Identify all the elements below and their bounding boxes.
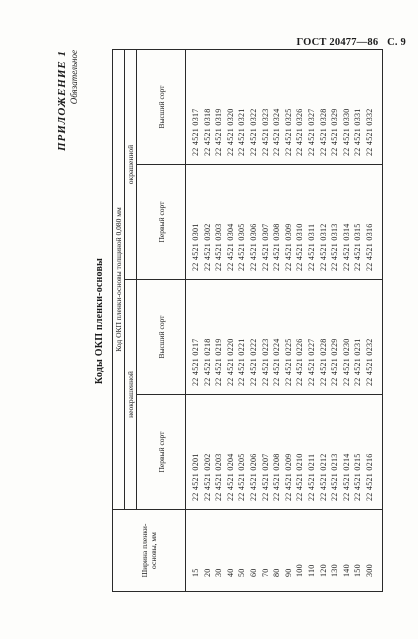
width-cell: 15 xyxy=(186,510,202,592)
width-cell: 60 xyxy=(248,510,260,592)
rotated-content xyxy=(54,50,384,592)
uncolored-first-cell: 22 4521 0213 xyxy=(329,395,341,510)
uncolored-highest-cell: 22 4521 0231 xyxy=(352,280,364,395)
page-number: С. 9 xyxy=(387,37,406,48)
uncolored-highest-cell: 22 4521 0219 xyxy=(213,280,225,395)
colored-first-cell: 22 4521 0309 xyxy=(283,165,295,280)
table-title: Коды ОКП пленки-основы xyxy=(94,257,105,385)
width-cell: 110 xyxy=(306,510,318,592)
codes-table xyxy=(112,49,383,592)
header-uncolored: неокрашенной xyxy=(125,280,137,510)
colored-highest-cell: 22 4521 0322 xyxy=(248,50,260,165)
width-cell: 40 xyxy=(225,510,237,592)
uncolored-first-cell: 22 4521 0203 xyxy=(213,395,225,510)
colored-highest-cell: 22 4521 0324 xyxy=(271,50,283,165)
table-row xyxy=(260,50,272,592)
uncolored-first-cell: 22 4521 0215 xyxy=(352,395,364,510)
colored-highest-cell: 22 4521 0318 xyxy=(202,50,214,165)
table-row xyxy=(202,50,214,592)
colored-first-cell: 22 4521 0304 xyxy=(225,165,237,280)
uncolored-highest-cell: 22 4521 0230 xyxy=(341,280,353,395)
uncolored-first-cell: 22 4521 0214 xyxy=(341,395,353,510)
width-cell: 150 xyxy=(352,510,364,592)
uncolored-highest-cell: 22 4521 0226 xyxy=(294,280,306,395)
width-cell: 300 xyxy=(364,510,382,592)
colored-highest-cell: 22 4521 0326 xyxy=(294,50,306,165)
uncolored-highest-cell: 22 4521 0224 xyxy=(271,280,283,395)
colored-first-cell: 22 4521 0310 xyxy=(294,165,306,280)
uncolored-highest-cell: 22 4521 0227 xyxy=(306,280,318,395)
uncolored-highest-cell: 22 4521 0217 xyxy=(186,280,202,395)
table-row xyxy=(283,50,295,592)
colored-highest-cell: 22 4521 0323 xyxy=(260,50,272,165)
table-row xyxy=(341,50,353,592)
colored-highest-cell: 22 4521 0320 xyxy=(225,50,237,165)
colored-first-cell: 22 4521 0307 xyxy=(260,165,272,280)
uncolored-highest-cell: 22 4521 0222 xyxy=(248,280,260,395)
width-cell: 90 xyxy=(283,510,295,592)
colored-first-cell: 22 4521 0305 xyxy=(236,165,248,280)
colored-first-cell: 22 4521 0312 xyxy=(318,165,330,280)
header-code-group: Код ОКП пленки-основы толщиной 0,080 мм xyxy=(113,50,125,510)
width-cell: 30 xyxy=(213,510,225,592)
colored-highest-cell: 22 4521 0325 xyxy=(283,50,295,165)
uncolored-highest-cell: 22 4521 0223 xyxy=(260,280,272,395)
table-row xyxy=(306,50,318,592)
uncolored-first-cell: 22 4521 0207 xyxy=(260,395,272,510)
uncolored-first-cell: 22 4521 0211 xyxy=(306,395,318,510)
uncolored-first-cell: 22 4521 0201 xyxy=(186,395,202,510)
table-row xyxy=(236,50,248,592)
colored-first-cell: 22 4521 0314 xyxy=(341,165,353,280)
uncolored-highest-cell: 22 4521 0228 xyxy=(318,280,330,395)
table-row xyxy=(248,50,260,592)
uncolored-first-cell: 22 4521 0212 xyxy=(318,395,330,510)
header-colored: окрашенной xyxy=(125,50,137,280)
uncolored-first-cell: 22 4521 0202 xyxy=(202,395,214,510)
uncolored-first-cell: 22 4521 0208 xyxy=(271,395,283,510)
colored-highest-cell: 22 4521 0319 xyxy=(213,50,225,165)
uncolored-highest-cell: 22 4521 0218 xyxy=(202,280,214,395)
page-header xyxy=(297,37,407,48)
colored-first-cell: 22 4521 0315 xyxy=(352,165,364,280)
colored-highest-cell: 22 4521 0328 xyxy=(318,50,330,165)
table-row xyxy=(364,50,382,592)
width-cell: 120 xyxy=(318,510,330,592)
standard-number: ГОСТ 20477—86 xyxy=(296,37,379,48)
uncolored-first-cell: 22 4521 0209 xyxy=(283,395,295,510)
colored-highest-cell: 22 4521 0332 xyxy=(364,50,382,165)
table-row xyxy=(318,50,330,592)
appendix-label xyxy=(56,50,80,151)
width-cell: 100 xyxy=(294,510,306,592)
width-cell: 50 xyxy=(236,510,248,592)
table-row xyxy=(225,50,237,592)
width-cell: 140 xyxy=(341,510,353,592)
uncolored-highest-cell: 22 4521 0220 xyxy=(225,280,237,395)
colored-highest-cell: 22 4521 0329 xyxy=(329,50,341,165)
colored-highest-cell: 22 4521 0327 xyxy=(306,50,318,165)
header-uncolored-highest: Высший сорт xyxy=(137,280,186,395)
uncolored-highest-cell: 22 4521 0221 xyxy=(236,280,248,395)
table-row xyxy=(271,50,283,592)
table-row xyxy=(213,50,225,592)
colored-first-cell: 22 4521 0313 xyxy=(329,165,341,280)
colored-first-cell: 22 4521 0302 xyxy=(202,165,214,280)
appendix-status: Обязательное xyxy=(69,50,79,105)
colored-highest-cell: 22 4521 0317 xyxy=(186,50,202,165)
uncolored-highest-cell: 22 4521 0225 xyxy=(283,280,295,395)
uncolored-first-cell: 22 4521 0216 xyxy=(364,395,382,510)
table-row xyxy=(329,50,341,592)
table-row xyxy=(186,50,202,592)
header-uncolored-first: Первый сорт xyxy=(137,395,186,510)
uncolored-first-cell: 22 4521 0206 xyxy=(248,395,260,510)
header-colored-first: Первый сорт xyxy=(137,165,186,280)
colored-first-cell: 22 4521 0306 xyxy=(248,165,260,280)
table-row xyxy=(352,50,364,592)
header-colored-highest: Высший сорт xyxy=(137,50,186,165)
header-width: Ширина пленки-основы, мм xyxy=(113,510,186,592)
uncolored-highest-cell: 22 4521 0229 xyxy=(329,280,341,395)
uncolored-first-cell: 22 4521 0210 xyxy=(294,395,306,510)
colored-first-cell: 22 4521 0301 xyxy=(186,165,202,280)
width-cell: 80 xyxy=(271,510,283,592)
colored-highest-cell: 22 4521 0321 xyxy=(236,50,248,165)
width-cell: 20 xyxy=(202,510,214,592)
width-cell: 130 xyxy=(329,510,341,592)
appendix-title: ПРИЛОЖЕНИЕ 1 xyxy=(56,50,68,152)
colored-first-cell: 22 4521 0303 xyxy=(213,165,225,280)
uncolored-first-cell: 22 4521 0204 xyxy=(225,395,237,510)
table-row xyxy=(294,50,306,592)
colored-highest-cell: 22 4521 0331 xyxy=(352,50,364,165)
uncolored-highest-cell: 22 4521 0232 xyxy=(364,280,382,395)
colored-highest-cell: 22 4521 0330 xyxy=(341,50,353,165)
colored-first-cell: 22 4521 0316 xyxy=(364,165,382,280)
uncolored-first-cell: 22 4521 0205 xyxy=(236,395,248,510)
width-cell: 70 xyxy=(260,510,272,592)
colored-first-cell: 22 4521 0311 xyxy=(306,165,318,280)
colored-first-cell: 22 4521 0308 xyxy=(271,165,283,280)
